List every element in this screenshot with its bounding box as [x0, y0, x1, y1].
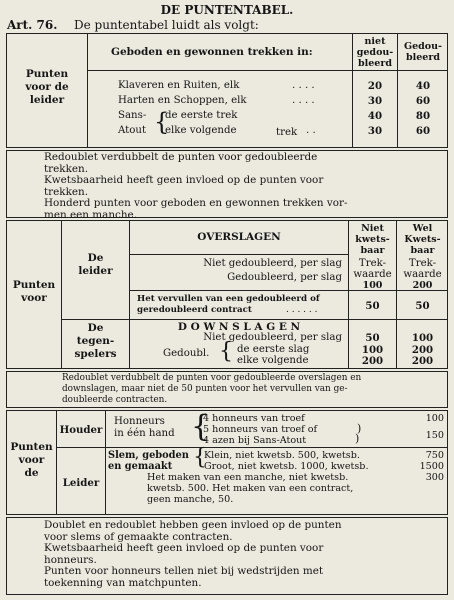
rowhead-line: leider — [29, 94, 65, 106]
ov-row-v2: waarde — [403, 269, 442, 280]
rowhead-line: leider — [78, 265, 113, 277]
contract-line: geredoubleerd contract — [137, 305, 252, 315]
divider — [87, 33, 88, 148]
col-header-line: bleerd — [358, 58, 392, 69]
note-line: doubleerde contracten. — [62, 395, 168, 405]
slem-row: Groot, niet kwetsb. 1000, kwetsb. — [204, 461, 369, 472]
divider — [105, 410, 106, 515]
divider — [56, 447, 448, 448]
rowhead-line: de — [24, 467, 39, 479]
dn-label: de eerste slag — [237, 344, 310, 355]
t1-row-v1: 40 — [367, 110, 383, 122]
dn-label: elke volgende — [237, 355, 309, 366]
col-header-line: gedou- — [356, 47, 394, 58]
t1-row-label: Klaveren en Ruiten, elk — [118, 80, 240, 91]
note-line: Redoublet verdubbelt de punten voor gedoubleerde overslagen en — [62, 373, 362, 383]
note-line: honneurs. — [44, 553, 97, 566]
note-line: toekenning van matchpunten. — [44, 576, 202, 589]
rowhead-line: spelers — [74, 348, 117, 360]
col-header-line: Wel — [412, 223, 433, 234]
t1-row-tail: trek — [276, 127, 298, 138]
col-header-line: Kwets- — [404, 234, 441, 245]
note3 — [44, 520, 342, 590]
brace-icon: { — [191, 409, 211, 444]
note-line: voor slems of gemaakte contracten. — [44, 530, 233, 543]
ov-extra-v1: 100 — [362, 280, 383, 291]
ov-row-label: Gedoubleerd, per slag — [227, 272, 342, 283]
ov-row-v2: Trek- — [408, 258, 437, 269]
note-line: Punten voor honneurs tellen niet bij wedstrijden met — [44, 565, 324, 578]
t3-houder: Houder — [59, 424, 103, 436]
t1-row-label: Harten en Schoppen, elk — [118, 95, 247, 106]
honneurs-line: Honneurs — [114, 416, 165, 427]
col-header-line: baar — [360, 245, 385, 256]
ov-row-v1: Trek- — [358, 258, 387, 269]
t1-row-dots: . . — [306, 125, 316, 136]
overslagen-header: OVERSLAGEN — [197, 231, 281, 243]
t2-col1-header — [349, 223, 396, 256]
rowhead-line: voor — [18, 454, 45, 466]
note-line: trekken. — [44, 162, 89, 175]
contract-v2: 50 — [415, 300, 430, 312]
col-header-line: niet — [364, 36, 386, 47]
dn-v2: 200 — [411, 344, 434, 356]
ov-extra-v2: 200 — [412, 280, 433, 291]
divider — [129, 254, 348, 255]
t1-row-dots: . . . . — [292, 95, 315, 106]
contract-line: Het vervullen van een gedoubleerd of — [137, 294, 320, 304]
rowhead-line: De — [87, 322, 104, 334]
t1-col2-header — [398, 41, 448, 63]
slem-label — [108, 450, 189, 472]
t3-rowhead — [7, 441, 56, 480]
paren: ) — [357, 422, 362, 435]
honneurs-line: in één hand — [114, 427, 175, 439]
note-line: trekken. — [44, 185, 89, 198]
leider-row: Het maken van een manche, niet kwetsb. — [147, 472, 349, 483]
col-header-line: bleerd — [406, 52, 440, 63]
rowhead-line: voor de — [25, 81, 69, 93]
t2-col2-header — [397, 223, 448, 256]
page-title: DE PUNTENTABEL. — [160, 3, 294, 17]
brace-icon: { — [193, 445, 207, 470]
ov-row-label: Niet gedoubleerd, per slag — [203, 258, 342, 269]
t1-header: Geboden en gewonnen trekken in: — [111, 46, 313, 58]
note2 — [62, 373, 361, 406]
col-header-line: Niet — [361, 223, 384, 234]
note1 — [44, 152, 348, 221]
t1-row-v2: 40 — [415, 80, 431, 92]
t1-row-sub: elke volgende — [165, 125, 237, 136]
rowhead-line: voor — [21, 292, 47, 304]
ov-row-v1: waarde — [353, 269, 392, 280]
leider-row: kwetsb. 500. Het maken van een contract, — [147, 483, 354, 494]
paren: ) — [355, 432, 360, 445]
note-line: Honderd punten voor geboden en gewonnen trekken vor- — [44, 197, 348, 209]
hon-row: 5 honneurs van troef of — [203, 424, 318, 435]
brace-icon: { — [219, 339, 233, 364]
t2-rowhead — [7, 279, 61, 305]
downslagen-header: D O W N S L A G E N — [177, 321, 301, 333]
rowhead-line: Punten — [25, 68, 69, 80]
col-header-line: baar — [410, 245, 435, 256]
slem-v: 1500 — [419, 461, 444, 472]
note-line: Kwetsbaarheid heeft geen invloed op de punten voor — [44, 174, 324, 186]
t1-row-label: Sans- — [118, 110, 147, 121]
dn-label: Niet gedoubleerd, per slag — [203, 332, 342, 343]
t1-col1-header — [353, 36, 397, 69]
t1-row-sub: de eerste trek — [165, 110, 238, 121]
t1-row-v1: 20 — [367, 80, 383, 92]
t1-row-label: Atout — [118, 125, 147, 136]
rowhead-line: tegen- — [76, 335, 115, 347]
rowhead-line: Punten — [12, 279, 56, 291]
note-line: downslagen, maar niet de 50 punten voor het vervullen van ge- — [62, 384, 348, 394]
dn-v2: 200 — [411, 355, 434, 367]
slem-row: Klein, niet kwetsb. 500, kwetsb. — [204, 450, 360, 461]
brace-icon: { — [154, 108, 170, 136]
hon-row: 4 honneurs van troef — [203, 413, 305, 424]
dn-v1: 200 — [361, 355, 384, 367]
dn-gedoubl: Gedoubl. — [163, 348, 210, 359]
slem-v: 750 — [425, 450, 444, 461]
divider — [61, 319, 448, 320]
honneurs-label — [114, 416, 175, 439]
leider-v: 300 — [425, 472, 444, 483]
hon-row: 4 azen bij Sans-Atout — [203, 435, 307, 446]
t1-rowhead — [8, 68, 86, 107]
hon-v: 150 — [425, 430, 444, 441]
dn-v1: 50 — [365, 332, 380, 344]
t1-row-v1: 30 — [367, 125, 383, 137]
divider — [87, 70, 448, 71]
note-line: Kwetsbaarheid heeft geen invloed op de punten voor — [44, 542, 324, 555]
article-intro: De puntentabel luidt als volgt: — [74, 18, 259, 32]
t1-row-v2: 60 — [415, 95, 431, 107]
leider-row: geen manche, 50. — [147, 494, 234, 505]
t1-row-v1: 30 — [367, 95, 383, 107]
dn-v1: 100 — [361, 344, 384, 356]
t1-row-dots: . . . . — [292, 80, 315, 91]
hon-v: 100 — [425, 413, 444, 424]
article-number: Art. 76. — [7, 18, 58, 32]
contract-v1: 50 — [365, 300, 380, 312]
col-header-line: Gedou- — [404, 41, 442, 52]
t1-row-v2: 80 — [415, 110, 431, 122]
dn-v2: 100 — [411, 332, 434, 344]
note-line: Redoublet verdubbelt de punten voor gedoubleerde — [44, 151, 318, 163]
rowhead-line: De — [87, 252, 104, 264]
slem-line: en gemaakt — [108, 461, 173, 472]
t2-leider — [62, 252, 129, 278]
slem-line: Slem, geboden — [108, 450, 189, 461]
col-header-line: kwets- — [355, 234, 390, 245]
note-line: Doublet en redoublet hebben geen invloed op de punten — [44, 519, 342, 531]
t1-row-v2: 60 — [415, 125, 431, 137]
note-line: men een manche. — [44, 208, 137, 221]
t3-leider: Leider — [62, 477, 100, 489]
contract-dots: . . . . . . — [286, 305, 318, 315]
rowhead-line: Punten — [10, 441, 53, 453]
t2-tegenspelers — [62, 322, 129, 361]
